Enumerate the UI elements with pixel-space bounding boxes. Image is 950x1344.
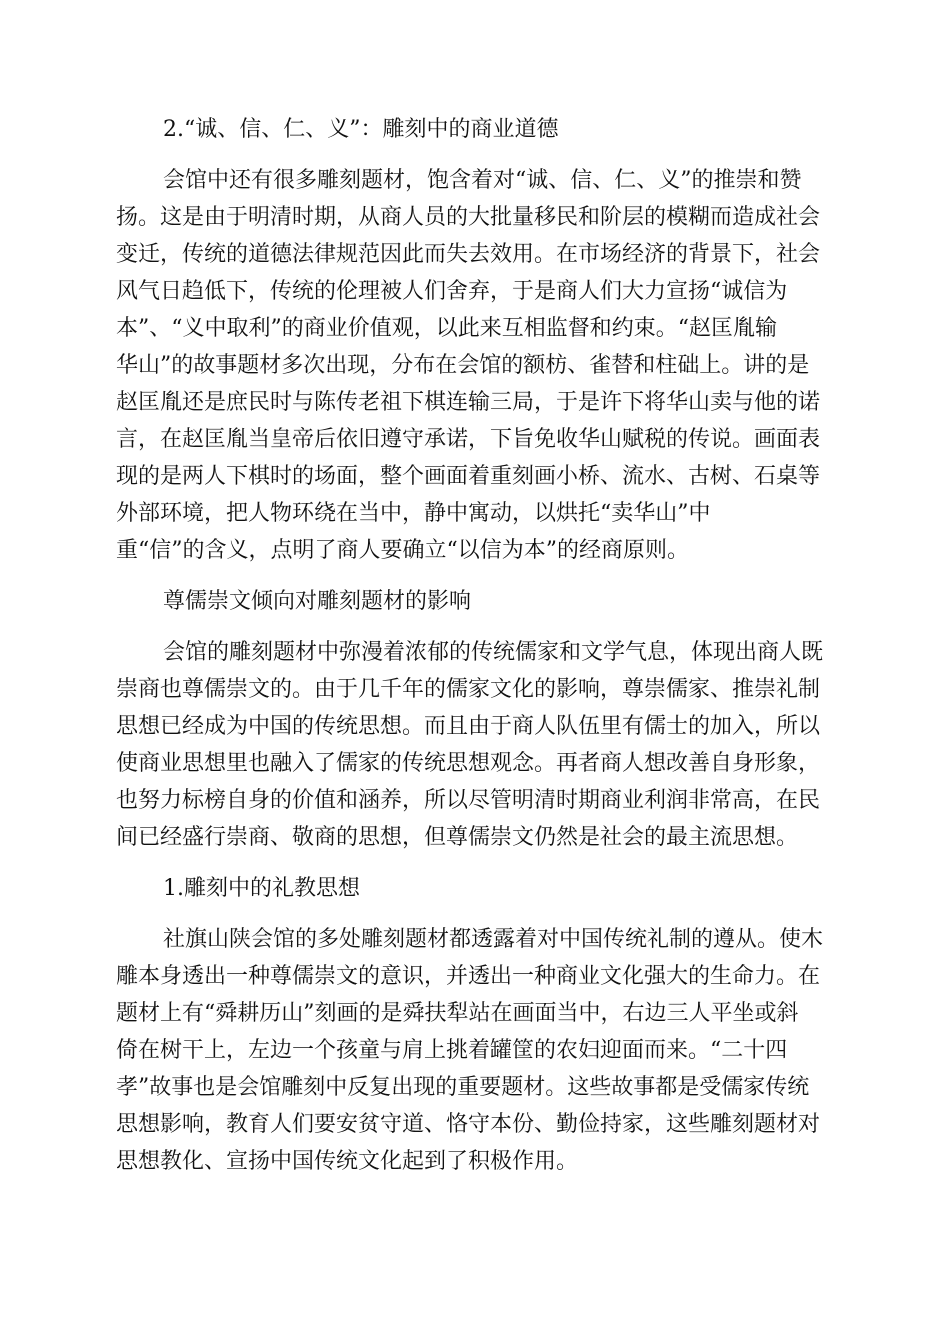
paragraph-line: 社旗山陕会馆的多处雕刻题材都透露着对中国传统礼制的遵从。使木	[163, 927, 824, 952]
paragraph-line: 赵匡胤还是庶民时与陈传老祖下棋连输三局，于是许下将华山卖与他的诺	[116, 390, 821, 415]
paragraph-line: 本”、“义中取利”的商业价值观，以此来互相监督和约束。“赵匡胤输	[116, 316, 777, 341]
paragraph-line: 会馆的雕刻题材中弥漫着浓郁的传统儒家和文学气息，体现出商人既	[163, 640, 824, 665]
paragraph-line: 华山”的故事题材多次出现，分布在会馆的额枋、雀替和柱础上。讲的是	[116, 353, 810, 378]
paragraph-line: 也努力标榜自身的价值和涵养，所以尽管明清时期商业利润非常高，在民	[116, 788, 821, 813]
paragraph-line: 变迁，传统的道德法律规范因此而失去效用。在市场经济的背景下，社会	[116, 242, 821, 267]
paragraph-line: 重“信”的含义，点明了商人要确立“以信为本”的经商原则。	[116, 538, 689, 563]
paragraph-confucian-influence	[116, 634, 832, 856]
paragraph-line: 扬。这是由于明清时期，从商人员的大批量移民和阶层的模糊而造成社会	[116, 205, 821, 230]
paragraph-line: 外部环境，把人物环绕在当中，静中寓动，以烘托“卖华山”中	[116, 501, 711, 526]
paragraph-line: 思想已经成为中国的传统思想。而且由于商人队伍里有儒士的加入，所以	[116, 714, 821, 739]
paragraph-line: 使商业思想里也融入了儒家的传统思想观念。再者商人想改善自身形象，	[116, 751, 821, 776]
paragraph-line: 思想教化、宣扬中国传统文化起到了积极作用。	[116, 1149, 579, 1174]
section-heading-ritual-thought: 1.雕刻中的礼教思想	[163, 876, 360, 901]
section-heading-business-ethics: 2.“诚、信、仁、义”：雕刻中的商业道德	[163, 117, 559, 142]
paragraph-line: 题材上有“舜耕历山”刻画的是舜扶犁站在画面当中，右边三人平坐或斜	[116, 1001, 799, 1026]
paragraph-line: 孝”故事也是会馆雕刻中反复出现的重要题材。这些故事都是受儒家传统	[116, 1075, 810, 1100]
paragraph-line: 倚在树干上，左边一个孩童与肩上挑着罐筐的农妇迎面而来。“二十四	[116, 1038, 788, 1063]
paragraph-ritual-thought	[116, 921, 832, 1180]
section-heading-confucian-influence: 尊儒崇文倾向对雕刻题材的影响	[163, 589, 472, 614]
paragraph-line: 风气日趋低下，传统的伦理被人们舍弃，于是商人们大力宣扬“诚信为	[116, 279, 788, 304]
paragraph-line: 思想影响，教育人们要安贫守道、恪守本份、勤俭持家，这些雕刻题材对	[116, 1112, 821, 1137]
paragraph-line: 会馆中还有很多雕刻题材，饱含着对“诚、信、仁、义”的推崇和赞	[163, 168, 802, 193]
paragraph-line: 间已经盛行崇商、敬商的思想，但尊儒崇文仍然是社会的最主流思想。	[116, 825, 799, 850]
document-body	[116, 111, 832, 1180]
paragraph-line: 雕本身透出一种尊儒崇文的意识，并透出一种商业文化强大的生命力。在	[116, 964, 821, 989]
paragraph-line: 崇商也尊儒崇文的。由于几千年的儒家文化的影响，尊崇儒家、推崇礼制	[116, 677, 821, 702]
paragraph-line: 言，在赵匡胤当皇帝后依旧遵守承诺，下旨免收华山赋税的传说。画面表	[116, 427, 821, 452]
paragraph-line: 现的是两人下棋时的场面，整个画面着重刻画小桥、流水、古树、石桌等	[116, 464, 821, 489]
paragraph-business-ethics	[116, 162, 832, 569]
